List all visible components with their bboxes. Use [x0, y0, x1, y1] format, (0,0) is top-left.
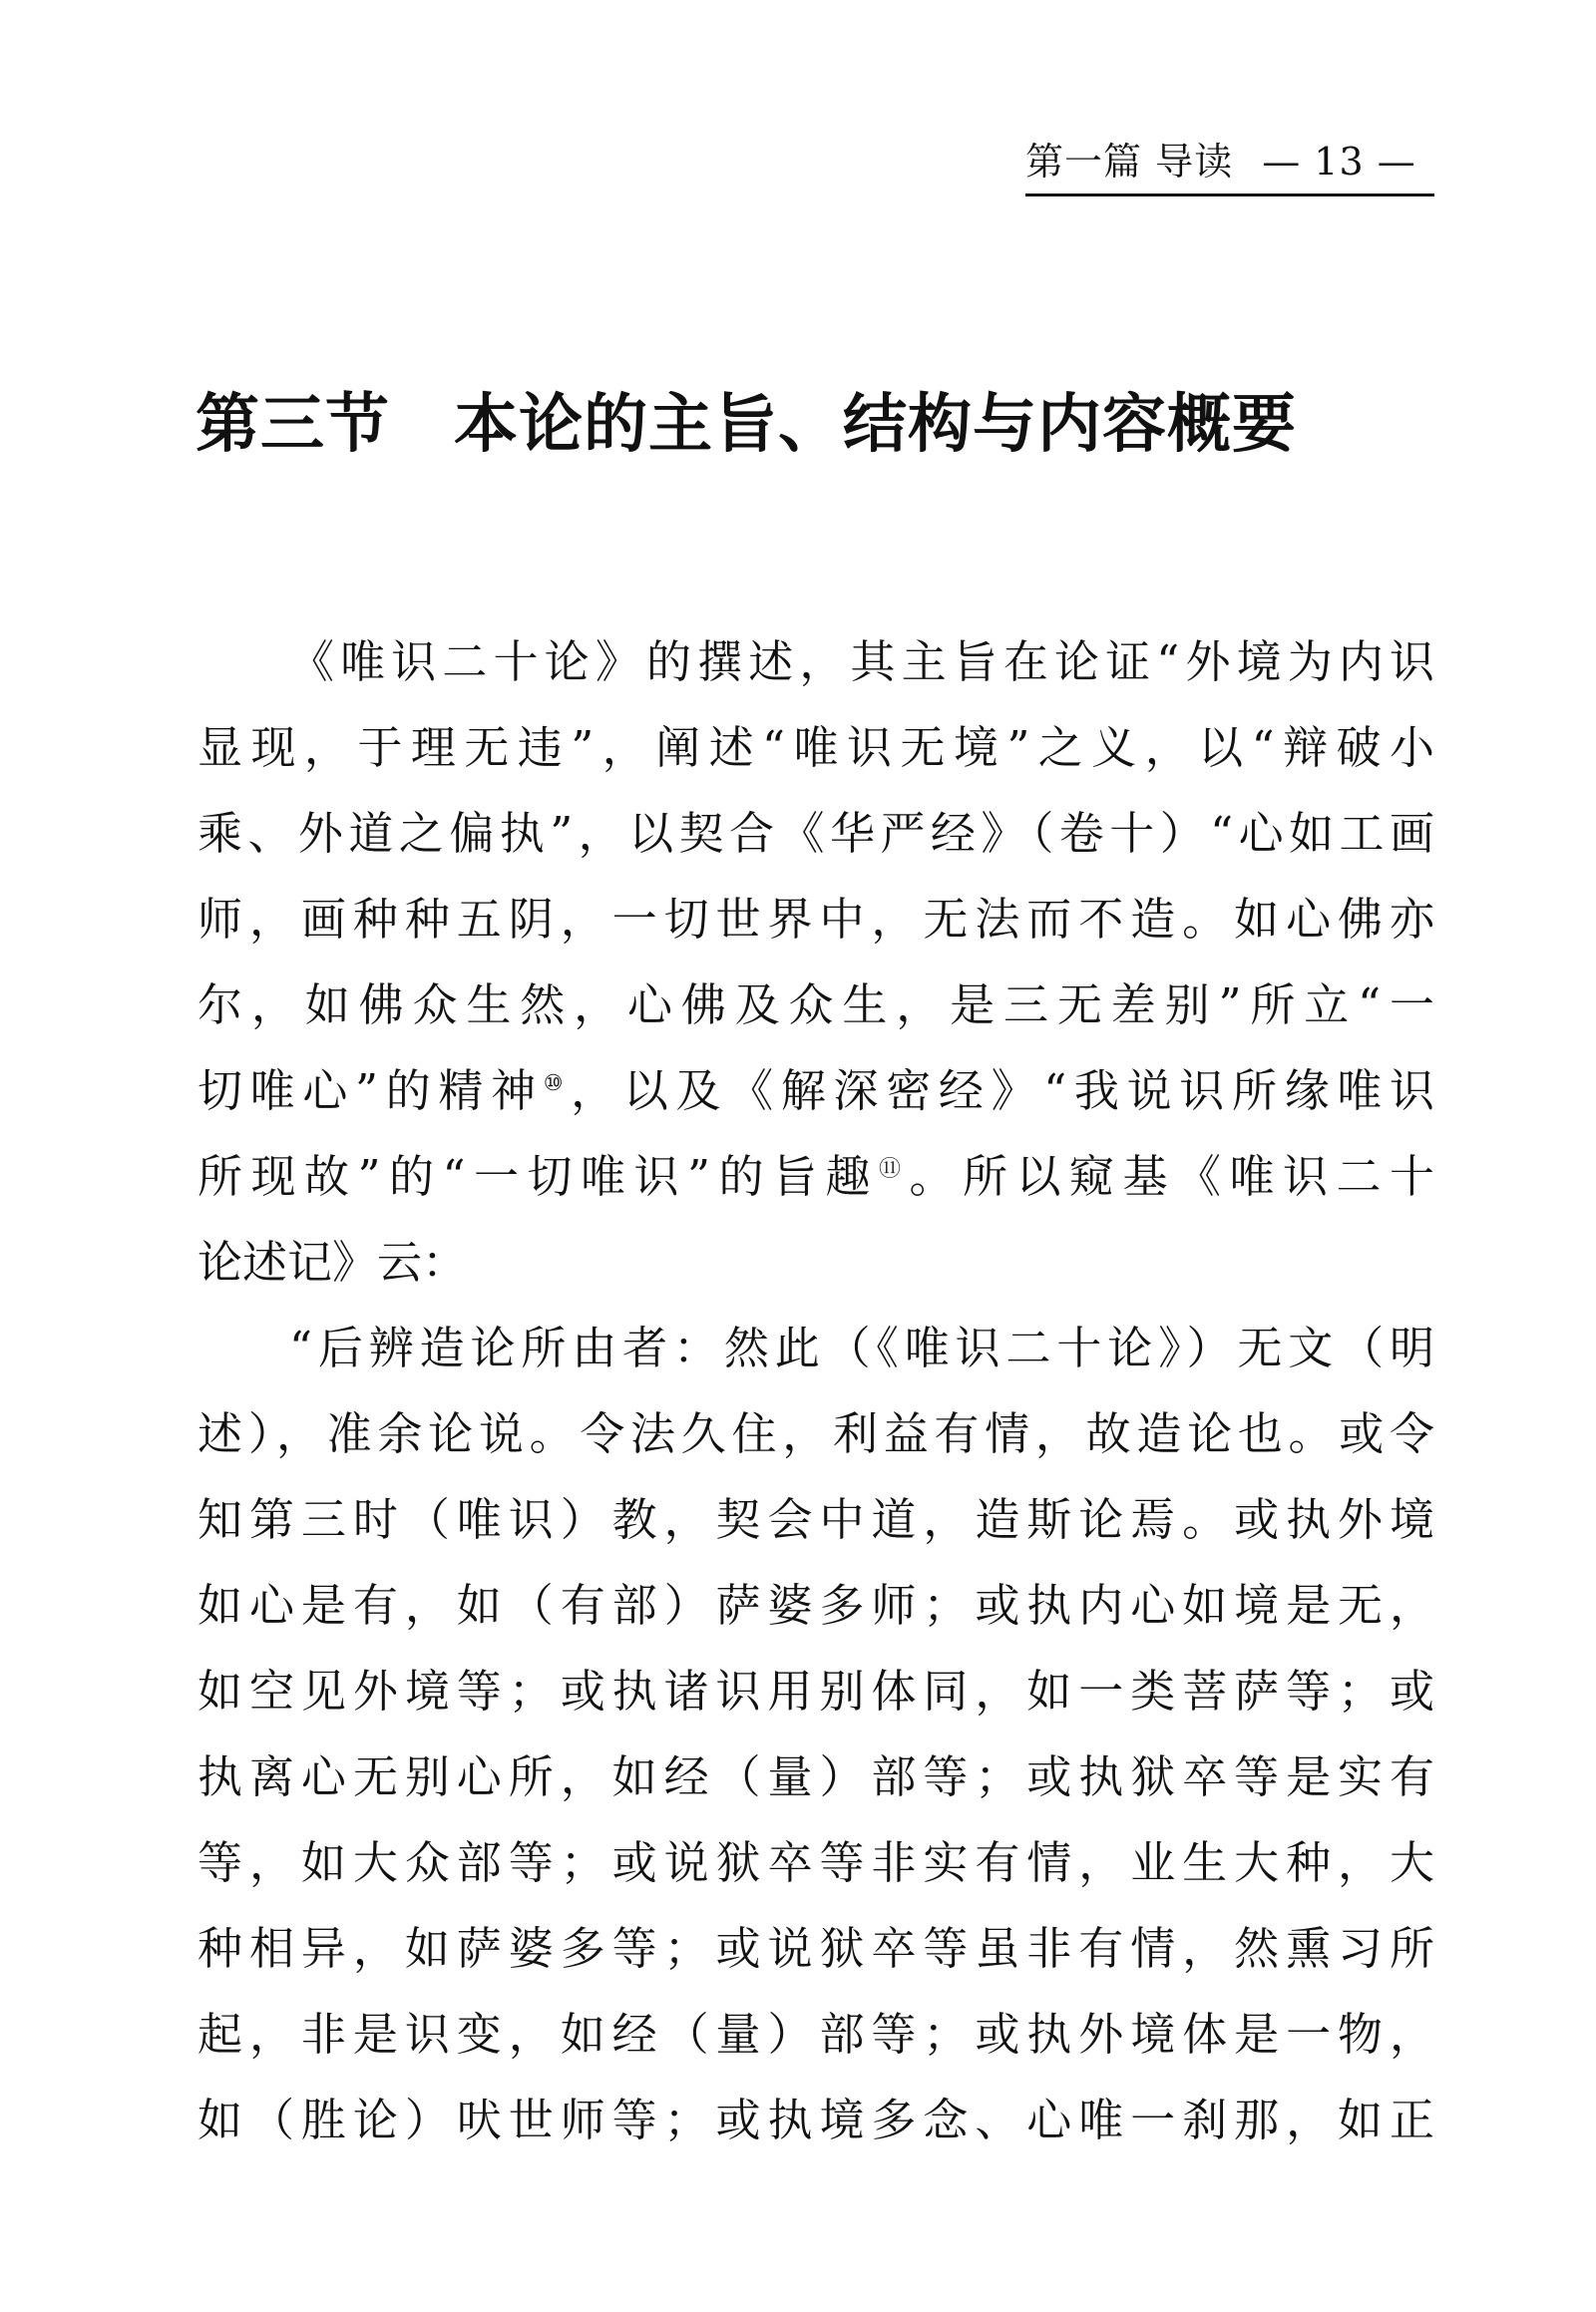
body-line: “后辨造论所由者：然此（《唯识二十论》）无文（明 [289, 1322, 1434, 1374]
body-line [198, 1147, 1434, 1207]
section-heading [196, 385, 1297, 465]
body-line: 种相异，如萨婆多等；或说狱卒等虽非有情，然熏习所 [198, 1922, 1434, 1975]
body-line: 显现，于理无违”，阐述“唯识无境”之义，以“辩破小 [198, 721, 1434, 774]
body-line-text: 切唯心”的精神 [198, 1064, 544, 1117]
body-line: 起，非是识变，如经（量）部等；或执外境体是一物， [198, 2008, 1434, 2061]
body-line: 如空见外境等；或执诸识用别体同，如一类菩萨等；或 [198, 1665, 1434, 1718]
running-header [1025, 138, 1434, 196]
body-line: 等，如大众部等；或说狱卒等非实有情，业生大种，大 [198, 1836, 1434, 1889]
body-line: 师，画种种五阴，一切世界中，无法而不造。如心佛亦 [198, 893, 1434, 946]
body-line: 执离心无别心所，如经（量）部等；或执狱卒等是实有 [198, 1750, 1434, 1803]
body-line: 述），准余论说。令法久住，利益有情，故造论也。或令 [198, 1407, 1434, 1460]
body-line: 《唯识二十论》的撰述，其主旨在论证“外境为内识 [289, 635, 1434, 688]
body-line: 论述记》云： [198, 1236, 468, 1289]
body-line-text: 所现故”的“一切唯识”的旨趣 [198, 1150, 879, 1203]
body-line-text: 。所以窥基《唯识二十 [909, 1150, 1434, 1203]
body-line-text: ，以及《解深密经》“我说识所缘唯识 [571, 1064, 1434, 1117]
footnote-marker: ⑩ [543, 1071, 572, 1096]
footnote-marker: ⑪ [878, 1157, 910, 1182]
body-line: 尔，如佛众生然，心佛及众生，是三无差别”所立“一 [198, 978, 1434, 1031]
page-number: — 13 — [1262, 140, 1416, 184]
body-line: 乘、外道之偏执”，以契合《华严经》（卷十）“心如工画 [198, 807, 1434, 860]
running-header-title: 第一篇 导读 [1025, 140, 1234, 184]
section-title: 本论的主旨、结构与内容概要 [454, 388, 1297, 462]
body-line: 知第三时（唯识）教，契会中道，造斯论焉。或执外境 [198, 1493, 1434, 1546]
section-number: 第三节 [196, 388, 390, 462]
body-line: 如（胜论）吠世师等；或执境多念、心唯一刹那，如正 [198, 2094, 1434, 2146]
body-line: 如心是有，如（有部）萨婆多师；或执内心如境是无， [198, 1579, 1434, 1632]
body-line [198, 1061, 1434, 1121]
